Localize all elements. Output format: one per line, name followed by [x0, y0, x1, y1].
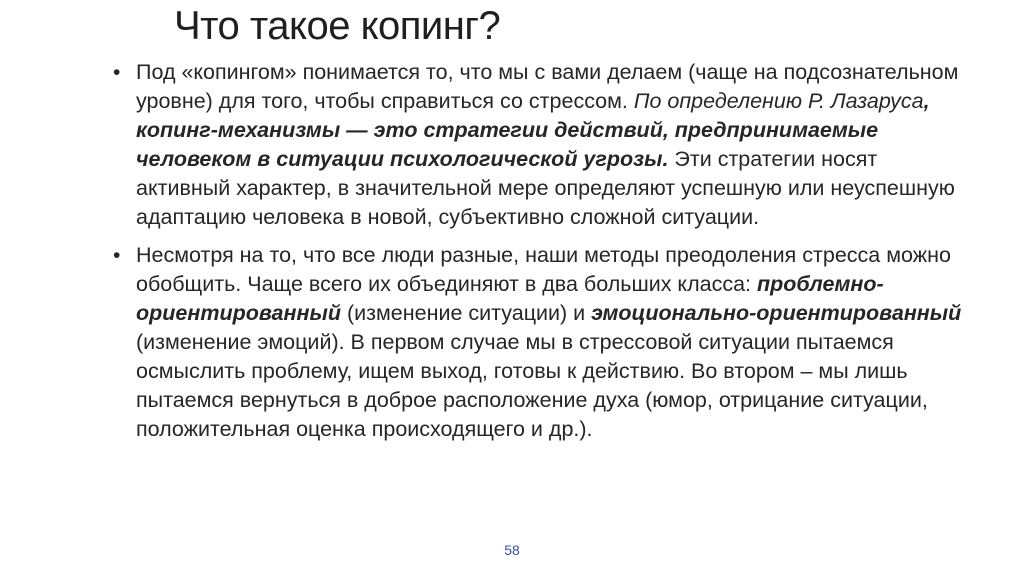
text-segment-italic: По определению Р. Лазаруса	[633, 89, 924, 113]
text-segment: Под «копингом» понимается то, что мы с вами делаем (чаще на подсознательном уровне) для того, чтобы справиться со стрессом.	[136, 60, 959, 113]
bullet-item	[112, 241, 974, 444]
text-segment: Несмотря на то, что все люди разные, наши методы преодоления стресса можно обобщить. Чаще всего их объединяют в два больших класса:	[136, 243, 951, 296]
bullet-text	[136, 60, 958, 229]
slide-title: Что такое копинг?	[174, 4, 501, 48]
bullet-text	[136, 243, 961, 441]
text-segment-bold-italic: эмоционально-ориентированный	[591, 301, 962, 325]
page-number: 58	[504, 542, 520, 558]
bullet-dot-icon: •	[113, 244, 121, 267]
text-segment: Эти стратегии носят активный характер, в значительной мере определяют успешную или неуспешную адаптацию человека в новой, субъективно сложной ситуации.	[136, 147, 955, 229]
text-segment: (изменение эмоций). В первом случае мы в стрессовой ситуации пытаемся осмыслить проблему, ищем выход, готовы к действию. Во втором – мы лишь пытаемся вернуться в доброе расположение духа (юмор, отрицание ситуации, положительная оценка происходящего и др.).	[136, 330, 928, 441]
text-segment-bold-italic: проблемно-ориентированный	[136, 272, 884, 325]
bullet-list	[112, 58, 974, 444]
bullet-item	[112, 58, 974, 232]
text-segment-bold-italic: , копинг-механизмы — это стратегии действий, предпринимаемые человеком в ситуации психологической угрозы.	[136, 89, 930, 171]
bullet-dot-icon: •	[113, 61, 121, 84]
text-segment: (изменение ситуации) и	[341, 301, 592, 325]
